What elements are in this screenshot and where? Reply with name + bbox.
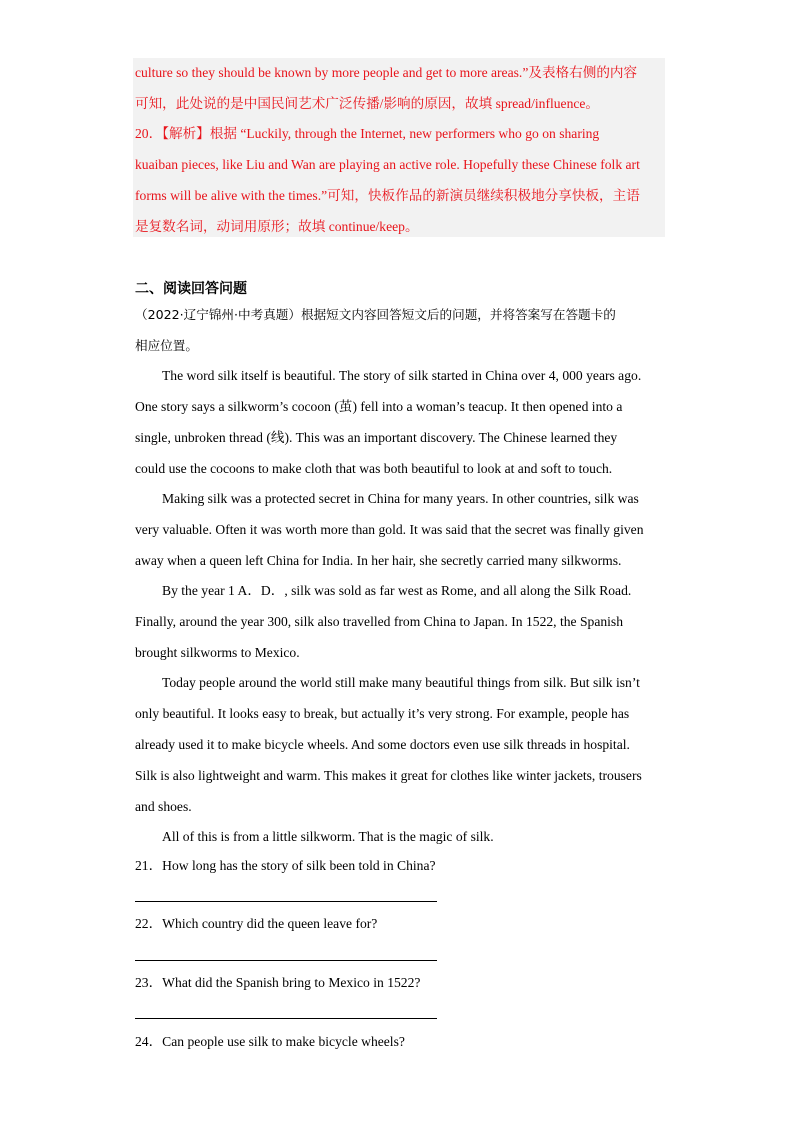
passage-line: Finally, around the year 300, silk also travelled from China to Japan. In 1522, the Spanish: [135, 614, 624, 629]
answer-line: 可知，此处说的是中国民间艺术广泛传播/影响的原因，故填 spread/influence。: [135, 96, 600, 111]
answer-line: 20．【解析】根据 “Luckily, through the Internet, new performers who go on sharing: [135, 126, 600, 141]
answer-line: culture so they should be known by more people and get to more areas.”及表格右侧的内容: [135, 65, 638, 80]
answer-line: forms will be alive with the times.”可知，快板作品的新演员继续积极地分享快板，主语: [135, 188, 640, 203]
passage-line: brought silkworms to Mexico.: [135, 645, 300, 660]
answer-blank-23[interactable]: [135, 1018, 437, 1019]
answer-line: 是复数名词，动词用原形；故填 continue/keep。: [135, 219, 419, 234]
answer-explanation-box: [133, 58, 665, 237]
passage-line: only beautiful. It looks easy to break, but actually it’s very strong. For example, people has: [135, 706, 630, 721]
passage-line: already used it to make bicycle wheels. And some doctors even use silk threads in hospital.: [135, 737, 630, 752]
question-source: 相应位置。: [135, 338, 198, 353]
passage-line: single, unbroken thread (线). This was an important discovery. The Chinese learned they: [135, 430, 618, 445]
answer-blank-22[interactable]: [135, 960, 437, 961]
answer-blank-21[interactable]: [135, 901, 437, 902]
passage-line: One story says a silkworm’s cocoon (茧) fell into a woman’s teacup. It then opened into a: [135, 399, 623, 414]
passage-line: The word silk itself is beautiful. The story of silk started in China over 4, 000 years ago.: [162, 368, 642, 383]
passage-line: away when a queen left China for India. In her hair, she secretly carried many silkworms.: [135, 553, 622, 568]
passage-line: Today people around the world still make many beautiful things from silk. But silk isn’t: [162, 675, 640, 690]
passage-line: Making silk was a protected secret in China for many years. In other countries, silk was: [162, 491, 639, 506]
question-22: 22．Which country did the queen leave for?: [135, 916, 378, 931]
passage-line: All of this is from a little silkworm. That is the magic of silk.: [162, 829, 494, 844]
question-24: 24．Can people use silk to make bicycle wheels?: [135, 1034, 405, 1049]
passage-line: could use the cocoons to make cloth that was both beautiful to look at and soft to touch.: [135, 461, 613, 476]
answer-line: kuaiban pieces, like Liu and Wan are playing an active role. Hopefully these Chinese folk art: [135, 157, 640, 172]
passage-line: very valuable. Often it was worth more than gold. It was said that the secret was finally given: [135, 522, 644, 537]
passage-line: Silk is also lightweight and warm. This makes it great for clothes like winter jackets, trousers: [135, 768, 642, 783]
question-23: 23．What did the Spanish bring to Mexico in 1522?: [135, 975, 421, 990]
question-21: 21．How long has the story of silk been told in China?: [135, 858, 436, 873]
section-title: 二、阅读回答问题: [135, 281, 247, 297]
question-source: （2022·辽宁锦州·中考真题）根据短文内容回答短文后的问题，并将答案写在答题卡的: [135, 307, 616, 322]
passage-line: By the year 1 A．D．, silk was sold as far west as Rome, and all along the Silk Road.: [162, 583, 632, 598]
passage-line: and shoes.: [135, 799, 192, 814]
